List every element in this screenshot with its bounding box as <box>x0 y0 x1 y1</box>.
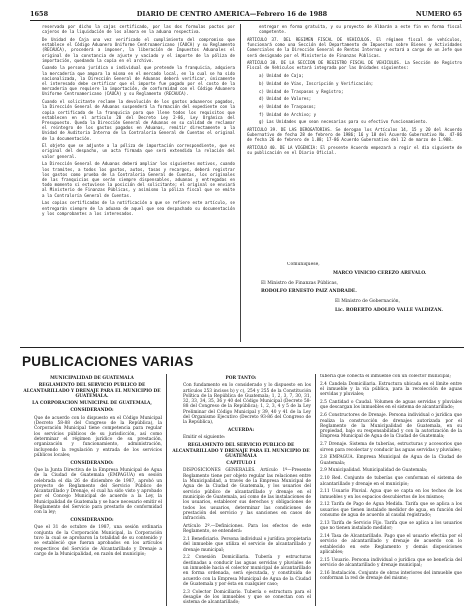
bottom-column-1 <box>22 374 162 606</box>
signature-block <box>247 262 462 342</box>
header-rule <box>30 20 462 21</box>
issue-number: NUMERO 65 <box>415 9 462 18</box>
top-right-column <box>247 24 462 259</box>
article-38: ARTICULO 38. DE LA SECCION DE REGISTRO FISCAL DE VEHICULOS. La Sección de Registro Fiscal de Vehículos estará integrada por las Unidades siguientes: <box>247 60 462 71</box>
paragraph: La Dirección General de Aduanas deberá ampliar los siguientes motivos, cuando los tramites, a todos los gastos, autos, tasas y recargos, deberá registrar los gastos como prueba de la Contraloría General de Cuentas, los originales de las franquicias que serán siempre dispensables, aduanas y entregadas en todo momento si estuviese la posición del solicitante; el original se enviará al Ministerio de Finanzas Públicas, y asimismo la póliza fiscal que se emite a la Contraloría General de Cuentas. <box>42 161 235 198</box>
top-left-column <box>30 24 235 344</box>
heading: MUNICIPALIDAD DE GUATEMALA <box>50 376 134 381</box>
list-item: 2.6 Constructores de Drenaje. Persona individual o jurídica que realiza la construcción de drenajes autorizada por el Reglamento de la Municipalidad de Guatemala, en su propiedad, bajo su responsabilidad y con la autorización de la Empresa Municipal de Agua de la Ciudad de Guatemala; <box>320 413 462 440</box>
list-item: 2.9 Municipalidad. Municipalidad de Guatemala; <box>320 468 428 474</box>
page-number: 1658 <box>30 9 49 18</box>
paragraph: Que la Junta Directiva de la Empresa Municipal de Agua de la Ciudad de Guatemala (EMPAGUA) en sesión celebrada el día 26 de diciembre de 1987, aprobó un proyecto de Reglamento del Servicio Público de Alcantarillado y Drenaje, el cual ha sido visto y aprobado por el Concejo Municipal de acuerdo a la Ley, la Municipalidad de Guatemala y se hace necesario emitir el Reglamento del Servicio para prestarlo de conformidad con la ley; <box>34 467 162 516</box>
article-40: ARTICULO 40. DE LA VIGENCIA: El presente Acuerdo empezará a regir el día siguiente de su publicación en el Diario Oficial. <box>247 145 462 156</box>
column-divider <box>315 374 316 606</box>
article-39: ARTICULO 39. DE LAS DEROGATORIAS. Se derogan los Artículos 14, 15 y 20 del Acuerdo Gubernativo de fecha 28 de febrero de 1986; 16 y 18 del Acuerdo Gubernativo No. 47-86 de fecha 26 de febrero de 1.88; 17-86 Acuerdo Gubernativo del 12 de marzo de 1.988. <box>247 127 462 143</box>
minister-finance-name: RODOLFO ERNESTO PAIZ ANDRADE. <box>261 289 357 294</box>
running-title: DIARIO DE CENTRO AMERICA—Febrero 16 de 1988 <box>136 9 328 18</box>
paragraph: Artículo 2º.—Definiciones. Para los efectos de este Reglamento, se entenderá: <box>183 523 311 535</box>
paragraph: Cuando la persona jurídica o individual que pretende la franquicia, adquiera la mercadería que ampara la misma en el mercado local, en la cual se ha sido nacionalizada, la Dirección General de Aduanas deberá verificar, únicamente el interesado debe certificar que el importe fue pagado por el costo de la mercadería que requiere la importación, de conformidad con el Código Aduanero Uniforme Centroamericano (CAUCA) y su Reglamento (RECAUCA). <box>42 65 235 97</box>
paragraph: El objeto que se adjunte a la póliza de importación correspondiente, que es original del despacho, un acta firmada que será extendida la relación del valor general. <box>42 143 235 159</box>
list-item: f) Unidad de Archivo; y <box>259 111 317 117</box>
heading: CAPITULO I <box>226 461 256 467</box>
minister-interior-name: Lic. ROBERTO ADOLFO VALLE VALDIZAN. <box>335 307 443 313</box>
minister-finance-title: El Ministro de Finanzas Públicas, <box>261 280 339 286</box>
section-title: PUBLICACIONES VARIAS <box>22 354 194 369</box>
list-item: 2.8 EMPAGUA. Empresa Municipal de Agua de la Ciudad de Guatemala; <box>320 455 462 466</box>
article-37: ARTICULO 37. DEL REGIMEN FISCAL DE VEHICULOS. El régimen fiscal de vehículos, funcionará como una Sección del Departamento de Impuestos sobre Bienes y Actividades Comerciales de la Dirección General de Rentas Internas y estará a cargo de un Jefe que será designado por el Ministerio de Finanzas Públicas. <box>247 36 462 58</box>
heading: REGLAMENTO DEL SERVICIO PUBLICO DE ALCANTARILLADO Y DRENAJE PARA EL MUNICIPIO DE GUATEMALA <box>172 443 310 459</box>
paragraph: Las copias certificadas de la notificación a que se refiere este artículo, se entregarán siempre de la aduana de aquel que sea despachado su documentación y los comprobantes a los interesados. <box>42 200 235 216</box>
list-item: g) Las Unidades que sean necesarias para su efectivo funcionamiento. <box>259 119 428 125</box>
bottom-column-2 <box>171 374 311 606</box>
president-signature: MARCO VINICIO CEREZO AREVALO. <box>333 270 427 276</box>
heading: REGLAMENTO DEL SERVICIO PUBLICO DE ALCANTARILLADO Y DRENAJE PARA EL MUNICIPIO DE GUATEMALA. <box>23 383 161 399</box>
list-item: 2.2 Conexión Domiciliaria. Tubería y estructuras destinadas a conducir las aguas servidas y pluviales de un inmueble hacia el colector municipal de alcantarillado en forma ordenada, será ejecutada, y constituida de acuerdo con la Empresa Municipal de Agua de la Ciudad de Guatemala y por ésta en cualquier caso; <box>183 555 311 587</box>
heading: POR TANTO: <box>225 376 257 381</box>
paragraph: Con fundamento en lo considerado y lo dispuesto en los artículos 253 incisos b) y c), 254 y 255 de la Constitución Política de la República de Guatemala; 1, 2, 3, 7, 30, 31, 32, 33, 34, 35, 36 y 40 del Código Municipal (Decreto 58-88 del Congreso de la República); 1, 2, 3, 4 y 5 de la Ley Preliminar del Código Municipal y 39, 40 y 41 de la Ley del Organismo Ejecutivo (Decreto 93-86 del Congreso de la República), <box>183 383 311 426</box>
list-item: 2.7 Drenaje. Sistema de tuberías, estructuras y accesorios que sirven para recolectar y conducir las aguas servidas y pluviales; <box>320 442 462 453</box>
paragraph: Emitir el siguiente: <box>183 435 226 441</box>
list-item: 2.14 Tasa de Alcantarillado. Pago que el usuario efectúa por el servicio de alcantarillado y drenaje de acuerdo con lo establecido en este Reglamento y demás disposiciones aplicables; <box>320 533 462 555</box>
section-rule <box>20 347 464 348</box>
list-item: 2.16 Instalación. Conjunto de obras interiores del inmueble que conforman la red de drenaje del mismo; <box>320 570 462 581</box>
paragraph: reservada por dicho la cajas certificado, por las dos formulas pactos por cajeros de la liquidación de los almora en la aduana respectiva. <box>42 24 235 35</box>
list-item: tubería que conecta el inmueble con un colector municipal; <box>320 374 451 379</box>
column-divider <box>166 374 167 606</box>
paragraph: Que el 31 de octubre de 1987, una sesión ordinaria conjunta de la Corporación Municipal, la Corporación tuvo la cual se aprobaron la totalidad de su contenido y se estableció que fueran aprobados en los artículos respectivos del Servicio de Alcantarillado y Drenaje a cargo de la Municipalidad, en razón del municipio; <box>34 525 162 557</box>
paragraph: De Unidad de Caja una vez verificado el cumplimiento del compromiso que establece el Código Aduanero Uniforme Centroamericano (CAUCA) y su Reglamento (RECAUCA), procederá a imponer, la liberación de Impuestos Aduanales el original de la constancia de ajuste y vaciado y el importe de la póliza de importación, quedando la copia en el archivo. <box>42 36 235 63</box>
heading: ACUERDA: <box>227 428 255 434</box>
list-item: 2.12 Tarifa de Pago de Agua Medida. Tarifa que se aplica a los usuarios que tienen instalado medidor de agua, en función del consumo de agua de acuerdo al caudal registrado; <box>320 502 462 519</box>
heading: CONSIDERANDO: <box>70 408 114 414</box>
paragraph: Cuando el solicitante reclame la devolución de los gastos aduaneros pagados, la Dirección General de Aduanas suspenderá la formación del expediente con la copia certificada de la franquicia para que llene todos los requisitos que establecen en el artículo 20 del Decreto Ley 2-86, Ley Orgánica del Presupuesto. Queda la Dirección General de Aduanas en su calidad de reclamar el reintegro de los gastos pagados en Aduanas, remitir directamente a la Unidad de Auditoría Interna de la Contraloría General de Cuentas el original de la documentación. <box>42 99 235 141</box>
minister-interior-title: El Ministro de Gobernación, <box>335 299 401 304</box>
list-item: e) Unidad de Traspasos; <box>259 103 317 109</box>
list-item: c) Unidad de Traspasos y Registro; <box>259 88 344 94</box>
list-item: 2.11 Usuario Pluvial. Agua que se capta en los techos de los inmuebles y en los espacios descubiertos de los mismos; <box>320 489 462 500</box>
heading: LA CORPORACION MUNICIPAL DE GUATEMALA, <box>32 401 152 407</box>
heading: CONSIDERANDO: <box>70 460 114 466</box>
paragraph: DISPOSICIONES GENERALES. Artículo 1º—Presente Reglamento tiene por objeto regular las relaciones entre la Municipalidad, a través de la Empresa Municipal de Agua de la Ciudad de Guatemala, y los usuarios del servicio público de alcantarillado y drenaje en el municipio de Guatemala, así como de las instalaciones de los usuarios, establecer sus derechos y obligaciones de todos los usuarios, determinar las condiciones de prestación del servicio y las sanciones en casos de infracción. <box>183 468 311 522</box>
list-item: 2.5 Cantidad o Caudal. Volumen de aguas servidas y pluviales que descargan los inmuebles en el sistema de alcantarillado; <box>320 400 462 411</box>
column-divider <box>240 24 241 342</box>
comuniquese: Comuníquese, <box>287 262 320 267</box>
list-item: d) Unidad de Valores; <box>259 96 312 102</box>
list-item: 2.4 Candela Domiciliaria. Estructura ubicada en el límite entre el inmueble y la vía pública, para la recolección de aguas servidas y pluviales; <box>320 381 462 398</box>
paragraph: Que de acuerdo con lo dispuesto en el Código Municipal (Decreto 58-88 del Congreso de la República), la Corporación Municipal tiene competencia para regular los servicios públicos de su jurisdicción, así como determinar el régimen jurídico de su prestación, organización y funcionamiento, administración, incluyendo la regulación y entrada de los servicios públicos locales; <box>34 415 162 458</box>
list-item: b) Unidad de Vías, Inscripción y Verificación; <box>259 80 374 86</box>
list-item: a) Unidad de Caja; <box>259 73 304 79</box>
list-item: 2.3 Colector Domiciliario. Tubería o estructura para el desagüe de los inmuebles y que se conectan con el sistema de alcantarillado; <box>183 589 311 606</box>
list-item: 2.13 Tarifa de Servicio Fijo. Tarifa que se aplica a los usuarios que no tienen instalado medidor; <box>320 520 462 532</box>
list-item: 2.10 Red. Conjunto de tuberías que conforman el sistema de alcantarillado y drenaje en el municipio; <box>320 476 462 487</box>
heading: CONSIDERANDO: <box>70 518 114 524</box>
list-item: 2.15 Usuario. Persona individual o jurídica que se beneficia del servicio de alcantarillado y drenaje municipal; <box>320 557 462 568</box>
list-item: 2.1 Beneficiario. Persona individual o jurídica propietaria del inmueble que utiliza el servicio de alcantarillado y drenaje municipal; <box>183 537 311 553</box>
bottom-column-3 <box>320 374 462 606</box>
paragraph: entregar en forma gratuita, y su proyecto de Albarán a este fin en forma fiscal competente. <box>259 24 462 35</box>
page-header <box>30 8 462 19</box>
